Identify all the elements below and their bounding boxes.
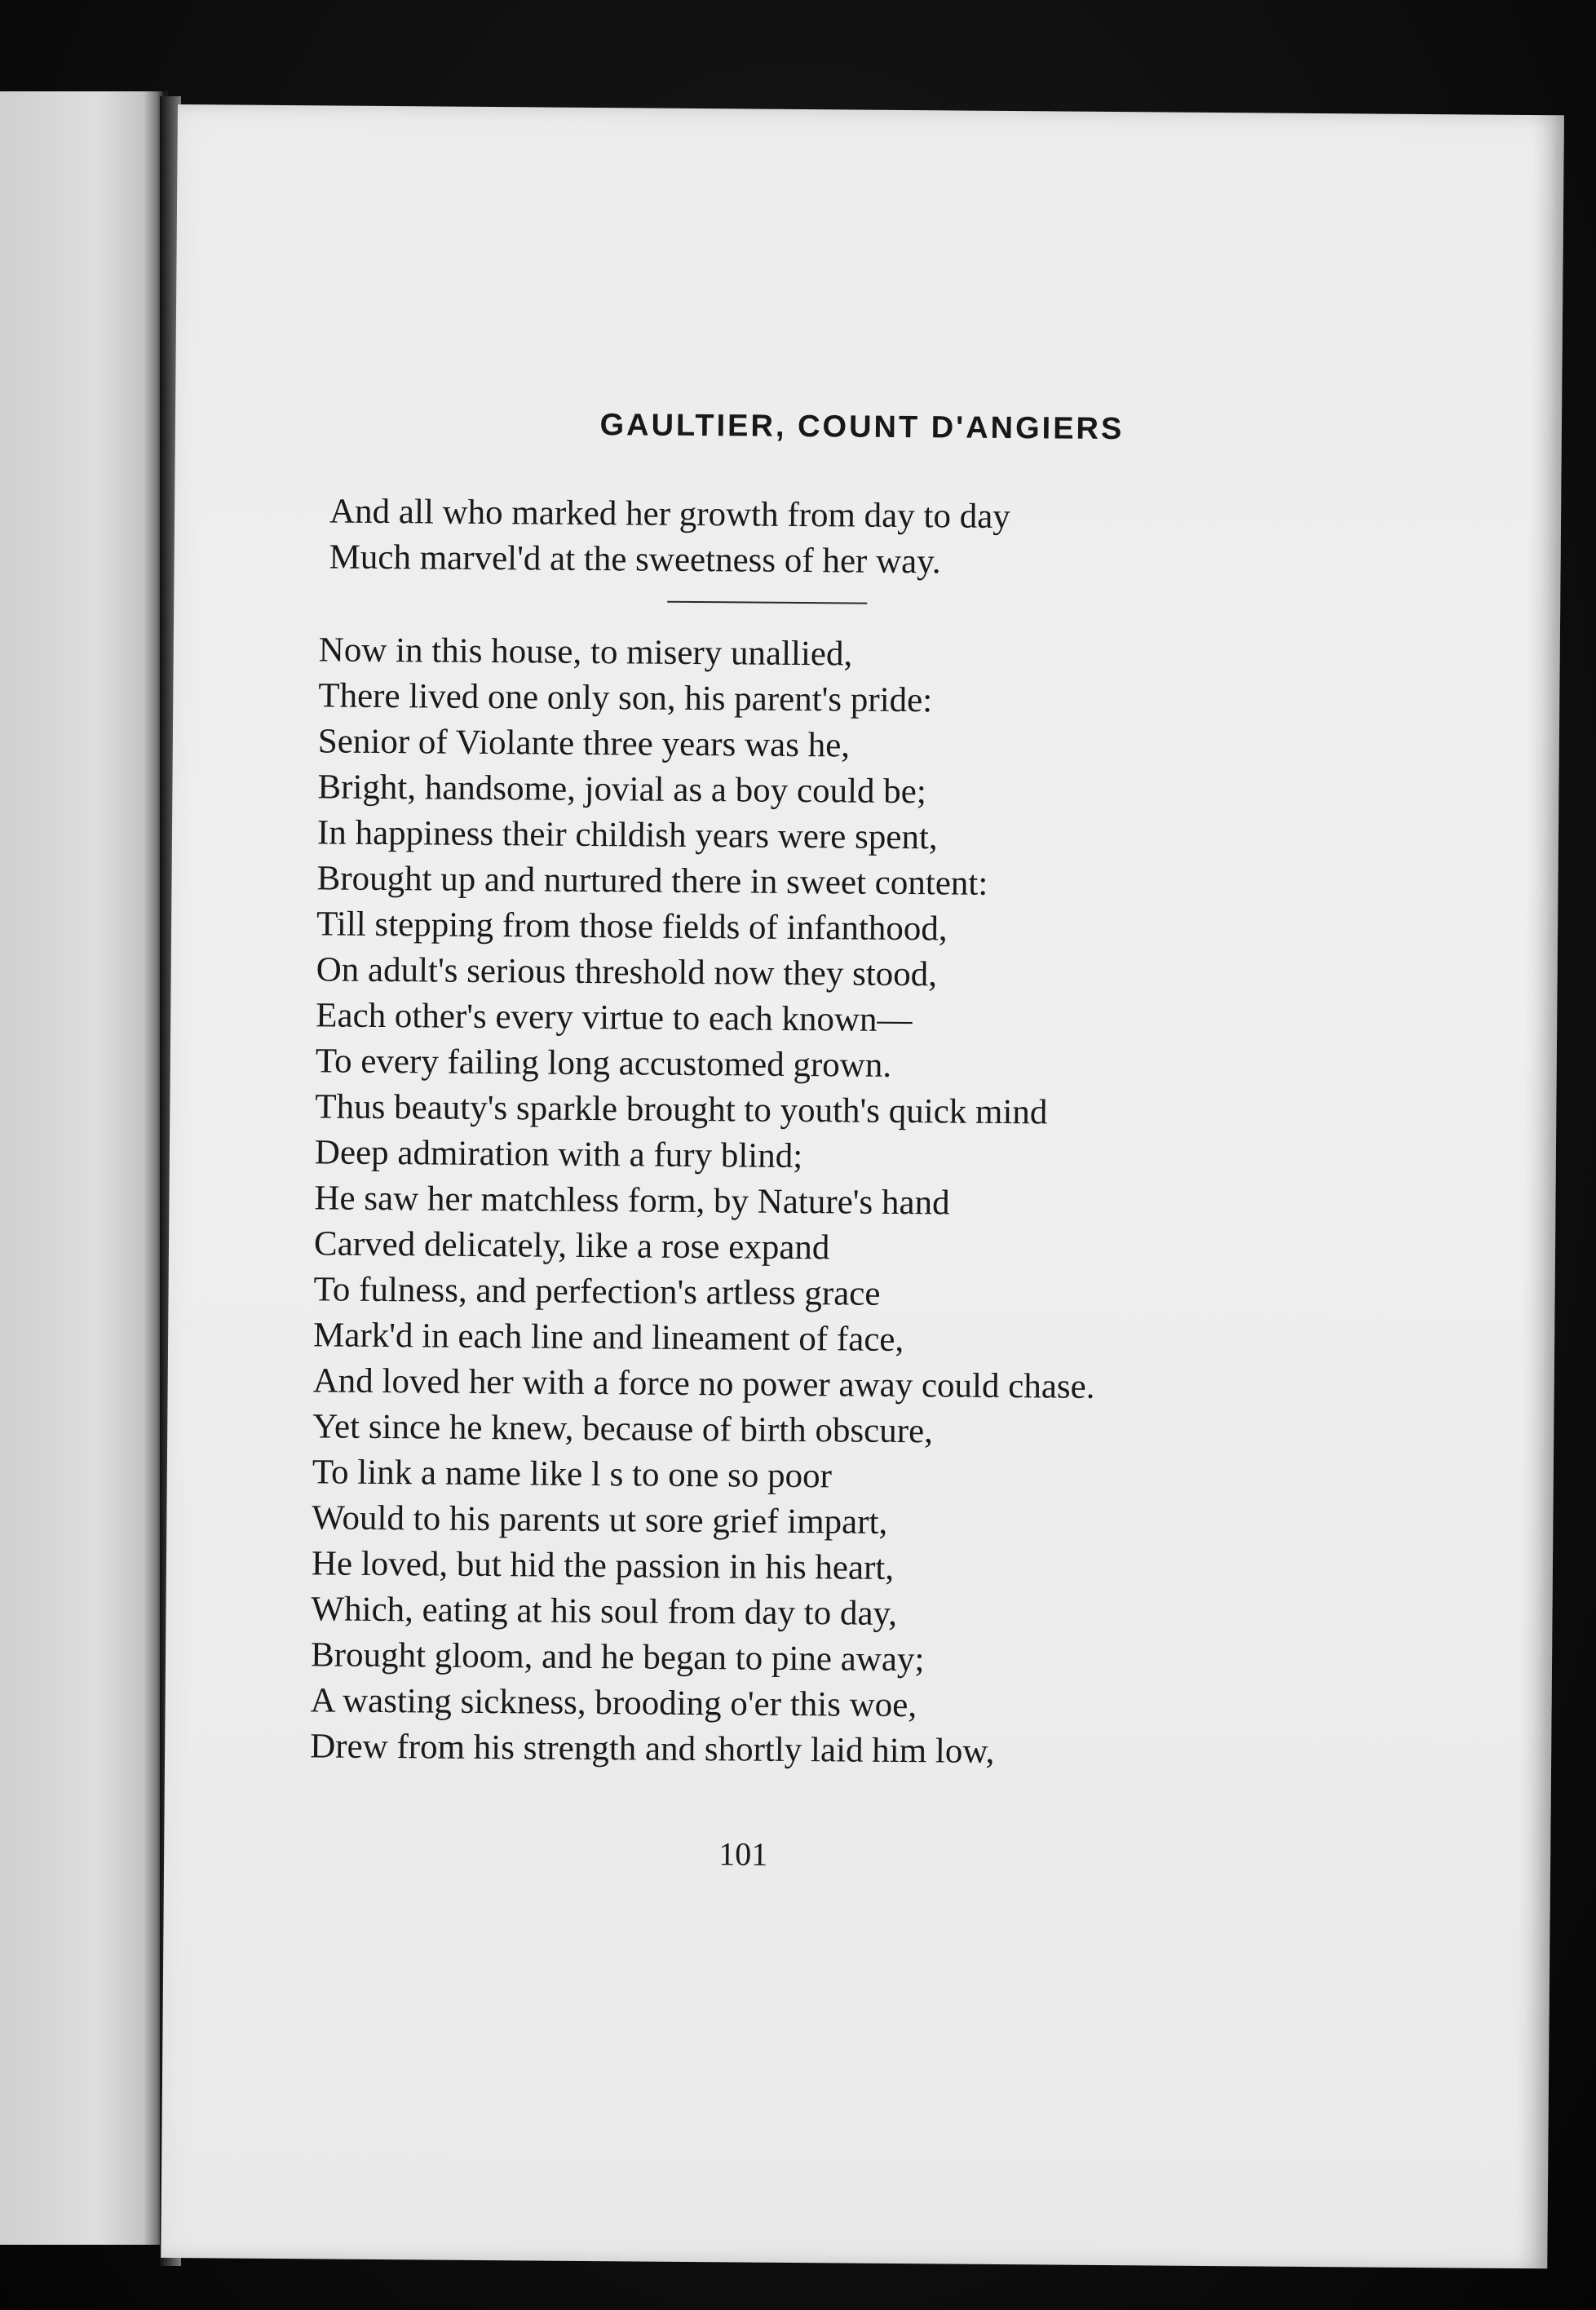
verse-line: To link a name like l s to one so poor (312, 1453, 833, 1496)
verse-line: Till stepping from those fields of infanthood, (316, 905, 948, 949)
verse-line: Now in this house, to misery unallied, (318, 631, 853, 674)
verse-line: He saw her matchless form, by Nature's hand (314, 1179, 950, 1223)
verse-line: Senior of Violante three years was he, (317, 722, 851, 765)
verse-line: Much marvel'd at the sweetness of her way. (329, 538, 941, 582)
verse-line: Would to his parents ut sore grief impart, (312, 1498, 888, 1542)
verse-line: Bright, handsome, jovial as a boy could be; (317, 768, 926, 812)
verse-line: Deep admiration with a fury blind; (314, 1133, 803, 1176)
verse-line: A wasting sickness, brooding o'er this woe, (310, 1681, 917, 1725)
verse-line: To every failing long accustomed grown. (315, 1042, 892, 1085)
verse-line: Brought gloom, and he began to pine away; (310, 1635, 925, 1679)
verse-line: Yet since he knew, because of birth obscure, (312, 1407, 934, 1451)
verse-line: To fulness, and perfection's artless grace (313, 1270, 881, 1313)
verse-line: There lived one only son, his parent's pride: (318, 676, 933, 720)
verse-line: Mark'd in each line and lineament of face, (312, 1316, 904, 1360)
page-number: 101 (718, 1835, 768, 1873)
verse-line: And loved her with a force no power away could chase. (312, 1361, 1095, 1406)
stanza-opening (329, 489, 1010, 586)
verse-line: He loved, but hid the passion in his heart, (311, 1544, 895, 1587)
left-page-edge (0, 91, 168, 2245)
verse-line: Brought up and nurtured there in sweet content: (316, 859, 988, 903)
verse-line: Each other's every virtue to each known— (316, 996, 913, 1040)
stanza-main (310, 627, 1101, 1775)
verse-line: And all who marked her growth from day to day (329, 492, 1010, 537)
book-page (161, 104, 1564, 2268)
verse-line: Carved delicately, like a rose expand (313, 1224, 830, 1268)
verse-line: Drew from his strength and shortly laid him low, (310, 1727, 995, 1771)
verse-line: Which, eating at his soul from day to day, (311, 1590, 898, 1633)
running-head: GAULTIER, COUNT D'ANGIERS (599, 408, 1125, 447)
section-rule (667, 601, 867, 604)
verse-line: Thus beauty's sparkle brought to youth's quick mind (315, 1087, 1048, 1132)
verse-line: In happiness their childish years were spent, (316, 813, 938, 857)
verse-line: On adult's serious threshold now they stood, (316, 950, 938, 994)
